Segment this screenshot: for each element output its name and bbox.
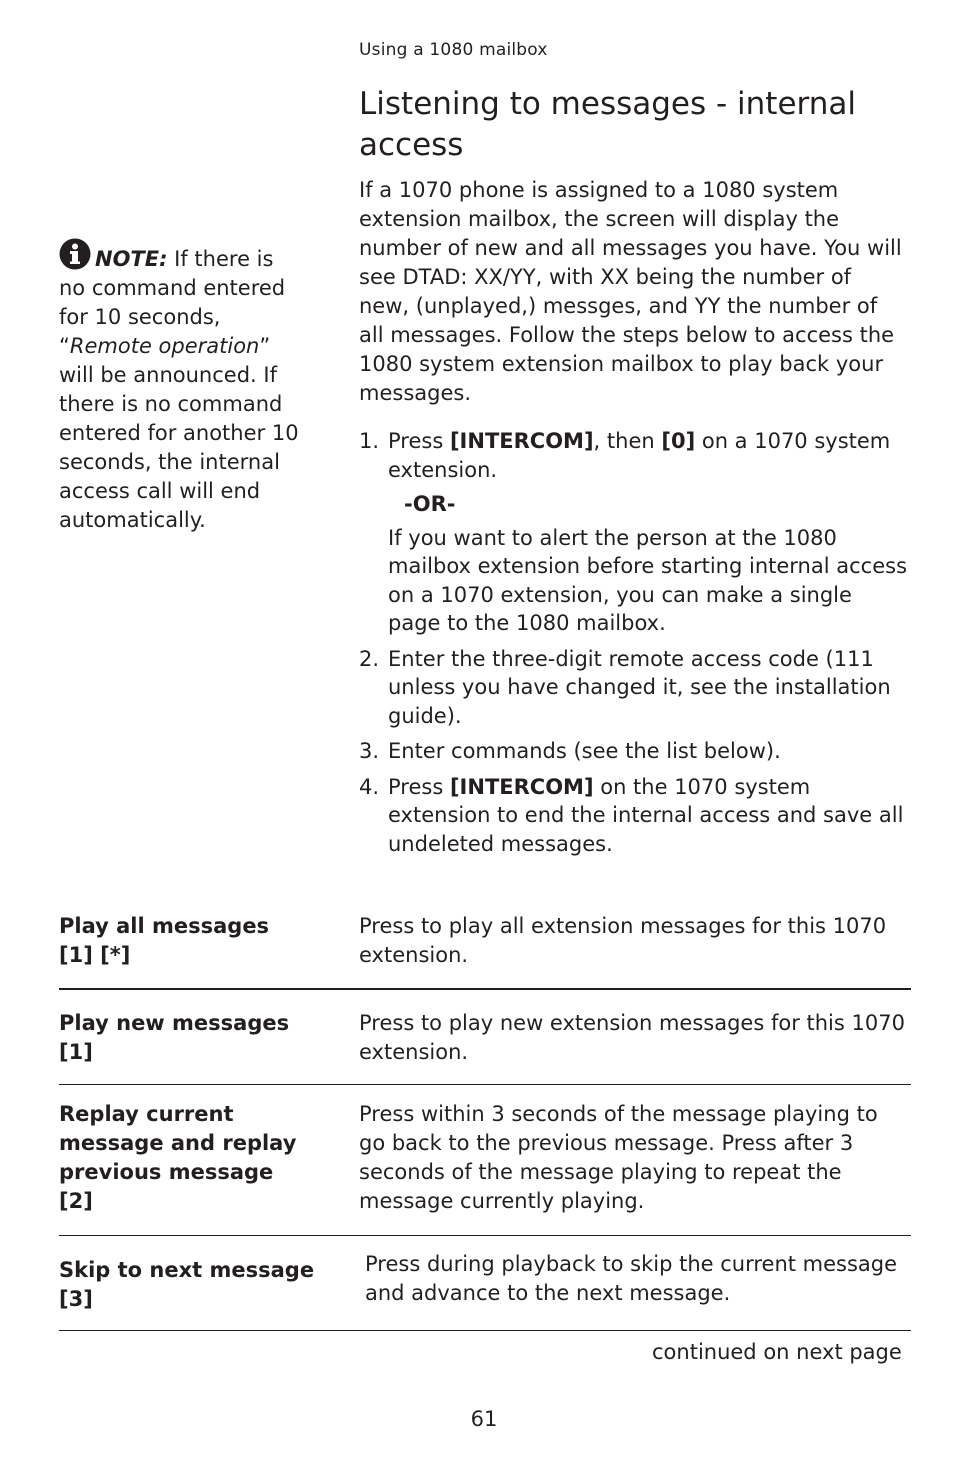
step-text: Press	[388, 429, 450, 453]
step-text: Enter commands (see the list below).	[388, 739, 781, 763]
command-label: Skip to next message	[59, 1258, 315, 1282]
command-description: Press within 3 seconds of the message playing to go back to the previous message. Press after 3 seconds of the message playing to repeat the message currently playing.	[359, 1102, 878, 1213]
note-text-continued: ” will be announced. If there is no command entered for another 10 seconds, the internal access call will end automatically.	[59, 334, 299, 532]
command-key: [2]	[59, 1189, 93, 1213]
command-table	[59, 897, 911, 1331]
note-italic-text: Remote operation	[69, 334, 260, 358]
command-key: [3]	[59, 1287, 93, 1311]
step-alternative: If you want to alert the person at the 1080 mailbox extension before starting internal access on a 1070 extension, you can make a single page to the 1080 mailbox.	[388, 525, 908, 635]
step-number: 4.	[359, 774, 380, 799]
command-name	[59, 1100, 329, 1216]
step-item	[359, 427, 907, 638]
step-number: 3.	[359, 739, 380, 763]
table-row	[59, 1085, 911, 1236]
intro-paragraph: If a 1070 phone is assigned to a 1080 system extension mailbox, the screen will display the number of new and all messages you have. You will see DTAD: XX/YY, with XX being the number of new, (unplayed,) messges, and YY the number of all messages. Follow the steps below to access the 1080 system extension mailbox to play back your messages.	[359, 178, 902, 405]
table-row	[59, 990, 911, 1085]
command-label: Play new messages	[59, 1011, 290, 1035]
table-row	[59, 897, 911, 990]
command-key: [1]	[59, 1040, 93, 1064]
command-key: [1] [*]	[59, 943, 131, 967]
step-text: on the 1070 system extension to end the internal access and save all undeleted messages.	[388, 774, 904, 856]
continued-note: continued on next page	[652, 1340, 902, 1364]
command-description: Press to play all extension messages for this 1070 extension.	[359, 914, 887, 967]
note-label: NOTE:	[95, 247, 168, 271]
page-title: Listening to messages - internal access	[359, 86, 856, 163]
step-text: on a 1070 system extension.	[388, 429, 891, 482]
or-separator: -OR-	[404, 492, 456, 516]
step-number: 1.	[359, 429, 380, 453]
steps-list	[359, 427, 907, 865]
command-description: Press to play new extension messages for this 1070 extension.	[359, 1011, 905, 1064]
command-label: Replay current message and replay previous message	[59, 1102, 297, 1184]
step-item	[359, 737, 907, 766]
step-text: Press	[388, 774, 450, 799]
page-number: 61	[470, 1407, 498, 1431]
step-item	[359, 773, 907, 859]
command-name	[59, 1009, 329, 1067]
zero-key: [0]	[661, 429, 696, 453]
command-name	[59, 1256, 329, 1314]
command-description: Press during playback to skip the current message and advance to the next message.	[365, 1252, 898, 1305]
table-row	[59, 1236, 911, 1331]
step-number: 2.	[359, 646, 380, 671]
step-text: , then	[593, 429, 662, 453]
running-header: Using a 1080 mailbox	[359, 40, 548, 60]
intercom-key: [INTERCOM]	[449, 429, 594, 453]
step-text: Enter the three-digit remote access code (111 unless you have changed it, see the installation guide).	[388, 646, 891, 728]
intercom-key: [INTERCOM]	[449, 774, 594, 799]
note-callout	[59, 238, 299, 535]
step-item	[359, 645, 907, 731]
command-label: Play all messages	[59, 914, 270, 938]
note-text: If there is no command entered for 10 seconds, “	[59, 247, 286, 358]
info-icon	[59, 238, 91, 270]
command-name	[59, 912, 329, 970]
